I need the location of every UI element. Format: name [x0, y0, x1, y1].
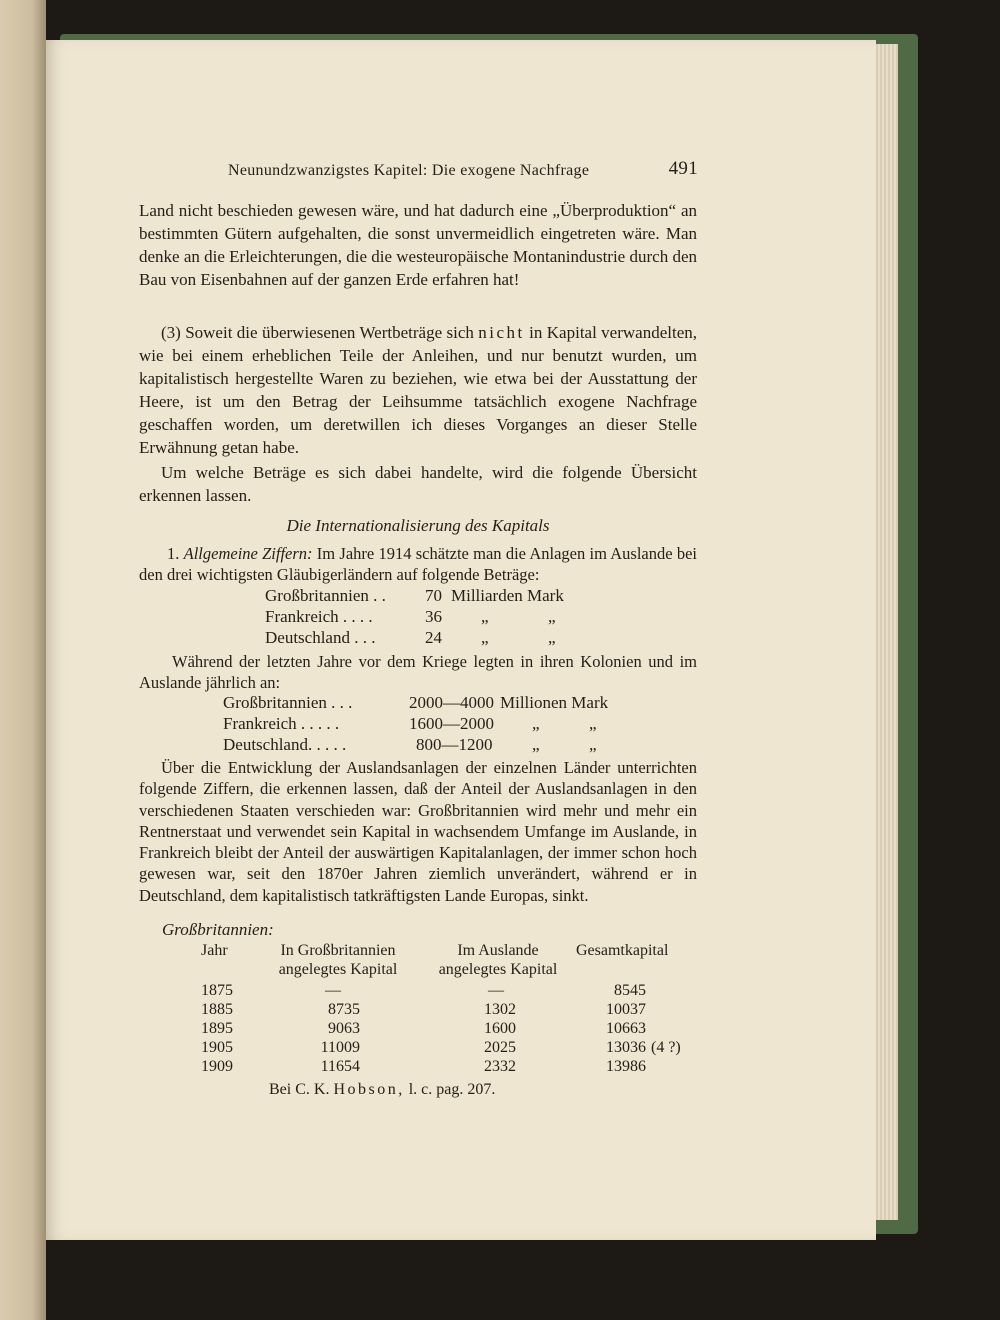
header-domestic-line1: In Großbritannien — [280, 942, 396, 959]
cell-abroad: 2332 — [484, 1058, 516, 1075]
capital-table — [196, 941, 696, 1076]
table-row — [196, 1057, 696, 1076]
cell-year: 1885 — [201, 1001, 233, 1018]
paragraph-colonies — [139, 651, 697, 693]
section-1-text — [139, 543, 697, 585]
country-label: Deutschland . . . — [265, 628, 376, 647]
running-head-title: Neunundzwanzigstes Kapitel: Die exogene Nachfrage — [228, 162, 590, 179]
running-head — [184, 160, 698, 186]
section-1-italic: Allgemeine Ziffern: — [183, 544, 313, 563]
table-row — [196, 1019, 696, 1038]
cell-domestic: 11009 — [320, 1039, 360, 1056]
cell-year: 1895 — [201, 1020, 233, 1037]
ditto-mark: „ — [532, 735, 540, 754]
amount-value: 800—1200 — [416, 735, 493, 754]
header-domestic-line2: angelegtes Kapital — [278, 961, 398, 978]
header-abroad-line2: angelegtes Kapital — [438, 961, 558, 978]
ditto-mark: „ — [532, 714, 540, 733]
source-part-a: Bei C. K. — [269, 1081, 334, 1098]
country-label: Frankreich . . . . — [265, 607, 373, 626]
ditto-mark: „ — [548, 607, 556, 626]
country-label: Großbritannien . . . — [223, 693, 353, 712]
ditto-mark: „ — [481, 607, 489, 626]
table-row — [196, 1000, 696, 1019]
amount-value: 36 — [425, 607, 442, 626]
header-total: Gesamtkapital — [576, 942, 669, 959]
ditto-mark: „ — [589, 714, 597, 733]
cell-year: 1905 — [201, 1039, 233, 1056]
page-number: 491 — [668, 158, 698, 179]
country-label: Deutschland. . . . . — [223, 735, 347, 754]
paragraph-2-part-b: in Kapital verwandelten, wie bei einem erheblichen Teile der Anleihen, und nur benutzt wurden, um kapitalistisch hergestellte Waren zu beziehen, wie etwa bei der Ausstattung der Heere, ist um den Betrag der Leihsumme tatsächlich exogene Nachfrage geschaffen worden, um deretwillen ich dieses Vorganges an dieser Stelle Erwähnung getan habe. — [139, 323, 698, 457]
ditto-mark: „ — [589, 735, 597, 754]
header-abroad — [427, 941, 569, 979]
cell-total: 13036 — [606, 1039, 646, 1056]
section-1-body: Im Jahre 1914 schätzte man die Anlagen im Auslande bei den drei wichtigsten Gläubigerländern auf folgende Beträge: — [139, 544, 698, 584]
paragraph-development-text: Über die Entwicklung der Auslandsanlagen der einzelnen Länder unterrichten folgende Ziffern, die erkennen lassen, daß der Anteil der Auslandsanlagen in den verschiedenen Staaten verschieden war: Großbritannien wird mehr und mehr ein Rentnerstaat und verwendet sein Kapital in wachsendem Umfange im Auslande, in Frankreich bleibt der Anteil der auswärtigen Kapitalanlagen, der immer schon hoch gewesen war, seit den 1870er Jahren ziemlich unverändert, während er in Deutschland, dem kapitalistisch tatkräftigsten Lande Europas, sinkt. — [139, 758, 697, 905]
table-source — [269, 1081, 495, 1099]
amount-unit: Milliarden Mark — [451, 586, 564, 605]
ditto-mark: „ — [481, 628, 489, 647]
source-author: Hobson, — [333, 1081, 405, 1098]
amount-value: 24 — [425, 628, 442, 647]
cell-domestic: — — [325, 982, 341, 999]
paragraph-2-emphasis: nicht — [478, 323, 525, 342]
header-domestic — [266, 941, 410, 979]
paragraph-colonies-text: Während der letzten Jahre vor dem Kriege legten in ihren Kolonien und im Auslande jährlich an: — [139, 652, 697, 692]
table-header — [196, 941, 696, 981]
cell-total: 13986 — [606, 1058, 646, 1075]
header-abroad-line1: Im Auslande — [457, 942, 539, 959]
cell-abroad: 1302 — [484, 1001, 516, 1018]
cell-note: (4 ?) — [651, 1039, 681, 1056]
paragraph-1 — [139, 199, 697, 291]
ditto-mark: „ — [548, 628, 556, 647]
source-part-b: l. c. pag. 207. — [404, 1081, 496, 1098]
cell-year: 1875 — [201, 982, 233, 999]
cell-total: 8545 — [614, 982, 646, 999]
cell-abroad: 2025 — [484, 1039, 516, 1056]
amount-value: 1600—2000 — [409, 714, 494, 733]
paragraph-development — [139, 757, 697, 906]
facing-page-edge — [0, 0, 46, 1320]
cell-total: 10037 — [606, 1001, 646, 1018]
cell-abroad: 1600 — [484, 1020, 516, 1037]
section-subhead: Die Internationalisierung des Kapitals — [286, 516, 550, 535]
country-label: Großbritannien . . — [265, 586, 386, 605]
paragraph-2 — [139, 321, 697, 459]
cell-abroad: — — [488, 982, 504, 999]
table-row — [196, 981, 696, 1000]
table-3-label: Großbritannien: — [162, 920, 274, 939]
cell-total: 10663 — [606, 1020, 646, 1037]
amount-value: 70 — [425, 586, 442, 605]
table-row — [196, 1038, 696, 1057]
paragraph-2-text — [139, 321, 697, 459]
cell-domestic: 8735 — [328, 1001, 360, 1018]
paragraph-3 — [139, 461, 697, 507]
paragraph-2-part-a: (3) Soweit die überwiesenen Wertbeträge sich — [161, 323, 479, 342]
section-1-number: 1. — [167, 544, 180, 563]
section-1 — [139, 543, 697, 585]
country-label: Frankreich . . . . . — [223, 714, 340, 733]
paragraph-1-text: Land nicht beschieden gewesen wäre, und hat dadurch eine „Überproduktion“ an bestimmten Gütern aufgehalten, die sonst unvermeidlich eingetreten wäre. Man denke an die Erleichterungen, die die westeuropäische Montanindustrie durch den Bau von Eisenbahnen auf der ganzen Erde erfahren hat! — [139, 201, 697, 289]
cell-domestic: 9063 — [328, 1020, 360, 1037]
cell-year: 1909 — [201, 1058, 233, 1075]
amount-unit: Millionen Mark — [500, 693, 609, 712]
paragraph-3-text: Um welche Beträge es sich dabei handelte, wird die folgende Übersicht erkennen lassen. — [139, 463, 697, 505]
cell-domestic: 11654 — [320, 1058, 360, 1075]
amount-value: 2000—4000 — [409, 693, 494, 712]
header-year: Jahr — [201, 942, 228, 959]
